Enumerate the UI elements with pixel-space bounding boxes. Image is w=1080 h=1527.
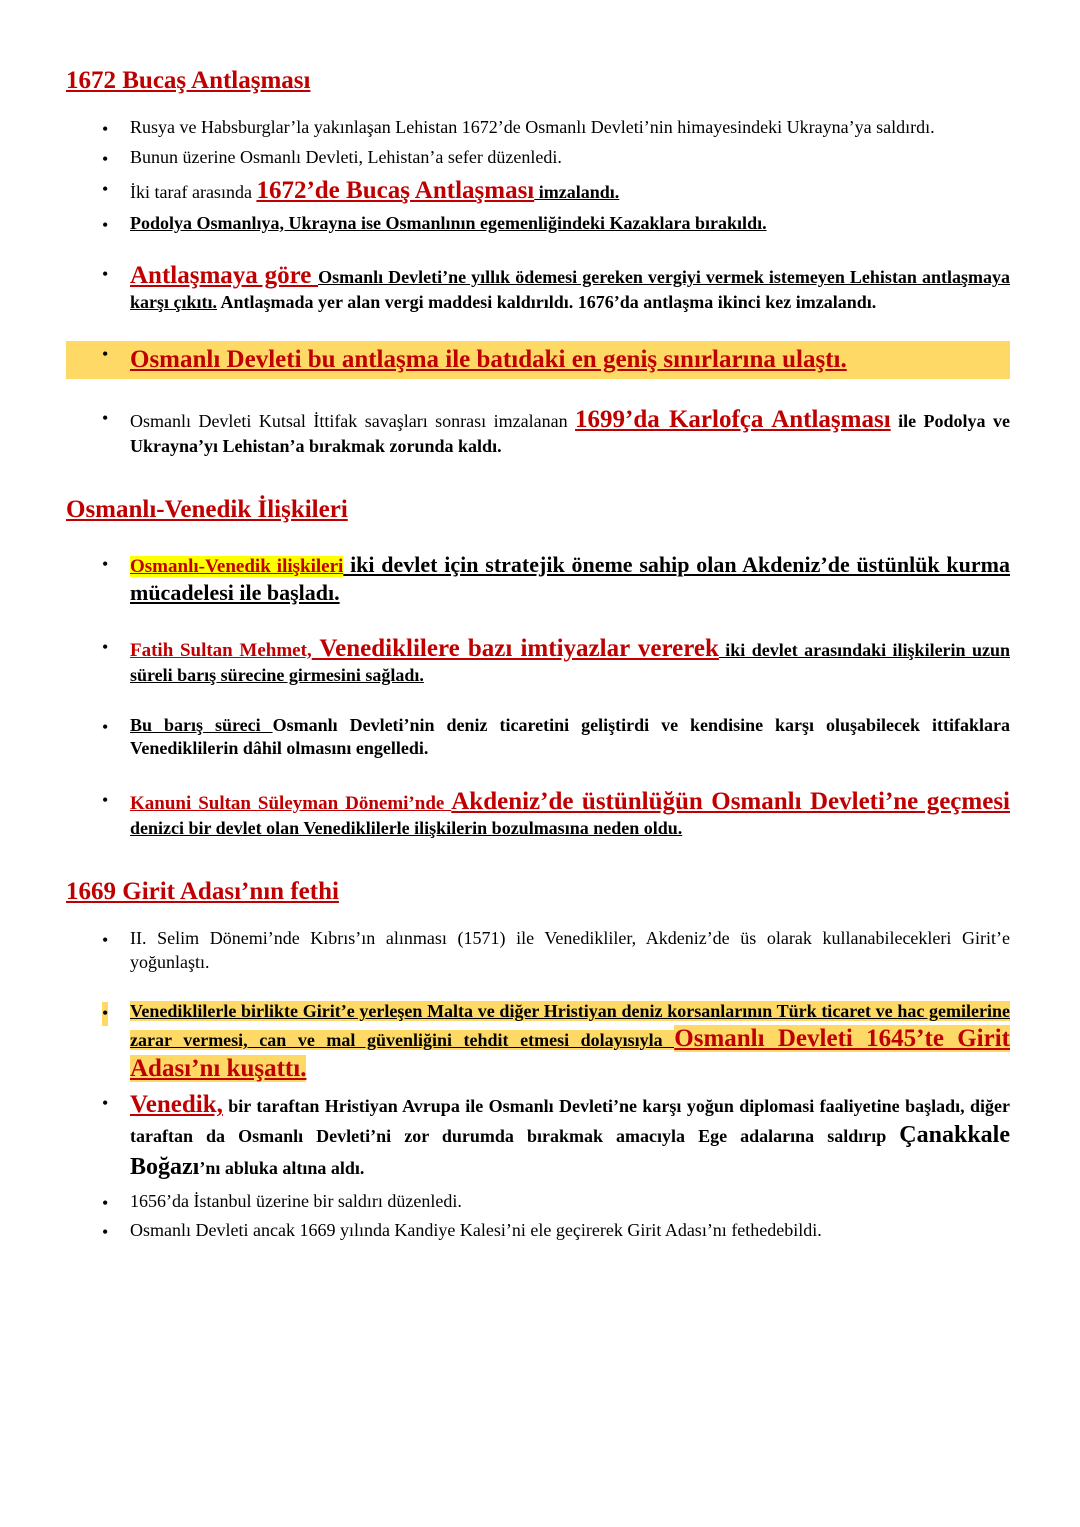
list-item bbox=[66, 341, 1010, 379]
text-segment: denizci bir devlet olan Venediklilerle ilişkilerin bozulmasına neden oldu. bbox=[130, 818, 683, 839]
list-item bbox=[66, 634, 1010, 688]
list-item bbox=[66, 1000, 1010, 1084]
bullet-list bbox=[66, 116, 1010, 459]
list-item bbox=[66, 1219, 1010, 1243]
text-segment: ile Podolya ve Ukrayna’yı Lehistan’a bırakmak zorunda kaldı. bbox=[130, 411, 1010, 456]
text-segment: Osmanlı Devleti 1645’te Girit Adası’nı kuşattı. bbox=[130, 1025, 1010, 1083]
text-segment: Antlaşmaya göre bbox=[130, 262, 319, 290]
text-segment: Bu barış süreci bbox=[130, 714, 273, 735]
list-item bbox=[66, 116, 1010, 140]
text-segment: Bunun üzerine Osmanlı Devleti, Lehistan’a sefer düzenledi. bbox=[130, 146, 562, 167]
list-item bbox=[66, 212, 1010, 236]
text-segment: Osmanlı Devleti ancak 1669 yılında Kandiye Kalesi’ni ele geçirerek Girit Adası’nı fethedebildi. bbox=[130, 1220, 822, 1241]
text-segment: bir taraftan Hristiyan Avrupa ile Osmanlı Devleti’ne karşı yoğun diplomasi faaliyetine başladı, diğer taraftan da Osmanlı Devleti’ni zor durumda bırakmak amacıyla Ege adalarına saldırıp bbox=[130, 1096, 1010, 1147]
list-item bbox=[66, 714, 1010, 762]
text-segment: Çanakkale Boğazı bbox=[130, 1122, 1010, 1180]
list-item bbox=[66, 405, 1010, 459]
list-item bbox=[66, 1090, 1010, 1183]
text-segment: iki devlet için stratejik öneme sahip olan Akdeniz’de üstünlük kurma mücadelesi ile başladı. bbox=[130, 551, 1010, 606]
text-segment: 1699’da Karlofça Antlaşması bbox=[575, 406, 891, 433]
list-item bbox=[66, 261, 1010, 315]
text-segment: Venedik, bbox=[130, 1091, 223, 1119]
text-segment: Osmanlı-Venedik ilişkileri bbox=[130, 555, 344, 577]
text-segment: 1656’da İstanbul üzerine bir saldırı düzenledi. bbox=[130, 1190, 462, 1211]
list-item bbox=[66, 787, 1010, 841]
text-segment: Venediklilere bazı imtiyazlar vererek bbox=[311, 634, 719, 662]
list-item bbox=[66, 551, 1010, 608]
text-segment: Antlaşmada yer alan vergi maddesi kaldırıldı. 1676’da antlaşma ikinci kez imzalandı. bbox=[217, 292, 877, 313]
text-segment: II. Selim Dönemi’nde Kıbrıs’ın alınması (1571) ile Venedikliler, Akdeniz’de üs olarak kullanabilecekleri Girit’e yoğunlaştı. bbox=[130, 927, 1010, 972]
text-segment: Osmanlı Devleti bu antlaşma ile batıdaki en geniş sınırlarına ulaştı. bbox=[130, 346, 847, 373]
text-segment: 1672’de Bucaş Antlaşması bbox=[256, 176, 535, 204]
text-segment: Osmanlı Devleti’ne yıllık ödemesi gereken vergiyi vermek istemeyen Lehistan antlaşmaya karşı çıkıtı. bbox=[130, 267, 1010, 313]
text-segment: Rusya ve Habsburglar’la yakınlaşan Lehistan 1672’de Osmanlı Devleti’nin himayesindeki Ukrayna’ya saldırdı. bbox=[130, 117, 935, 137]
text-segment: Fatih Sultan Mehmet, bbox=[130, 639, 312, 661]
text-segment: İki taraf arasında bbox=[130, 181, 257, 202]
text-segment: Akdeniz’de üstünlüğün Osmanlı Devleti’ne geçmesi bbox=[451, 788, 1010, 816]
section-heading: Osmanlı-Venedik İlişkileri bbox=[66, 495, 348, 523]
text-segment: iki devlet arasındaki ilişkilerin uzun süreli barış sürecine girmesini sağladı. bbox=[130, 639, 1010, 685]
text-segment: ’nı abluka altına aldı. bbox=[199, 1157, 365, 1178]
text-segment: Podolya Osmanlıya, Ukrayna ise Osmanlının egemenliğindeki Kazaklara bırakıldı. bbox=[130, 212, 767, 233]
text-segment: Osmanlı Devleti’nin deniz ticaretini geliştirdi ve kendisine karşı oluşabilecek ittifaklara Venediklilerin dâhil olmasını engelledi. bbox=[130, 714, 1010, 759]
bullet-list bbox=[66, 551, 1010, 841]
document-content bbox=[66, 66, 1010, 1243]
section-heading: 1669 Girit Adası’nın fethi bbox=[66, 877, 339, 905]
bullet-list bbox=[66, 927, 1010, 1243]
list-item bbox=[66, 1190, 1010, 1214]
list-item bbox=[66, 146, 1010, 170]
section-heading: 1672 Bucaş Antlaşması bbox=[66, 67, 311, 94]
text-segment: Venediklilerle birlikte Girit’e yerleşen Malta ve diğer Hristiyan deniz korsanlarının Türk ticaret ve hac gemilerine zarar vermesi, can ve mal güvenliğini tehdit etmesi dolayısıyla bbox=[130, 1001, 1010, 1051]
text-segment: Kanuni Sultan Süleyman Dönemi’nde bbox=[130, 793, 452, 815]
text-segment: Osmanlı Devleti Kutsal İttifak savaşları sonrası imzalanan bbox=[130, 411, 576, 431]
list-item bbox=[66, 176, 1010, 206]
text-segment: imzalandı. bbox=[534, 181, 620, 202]
list-item bbox=[66, 927, 1010, 975]
